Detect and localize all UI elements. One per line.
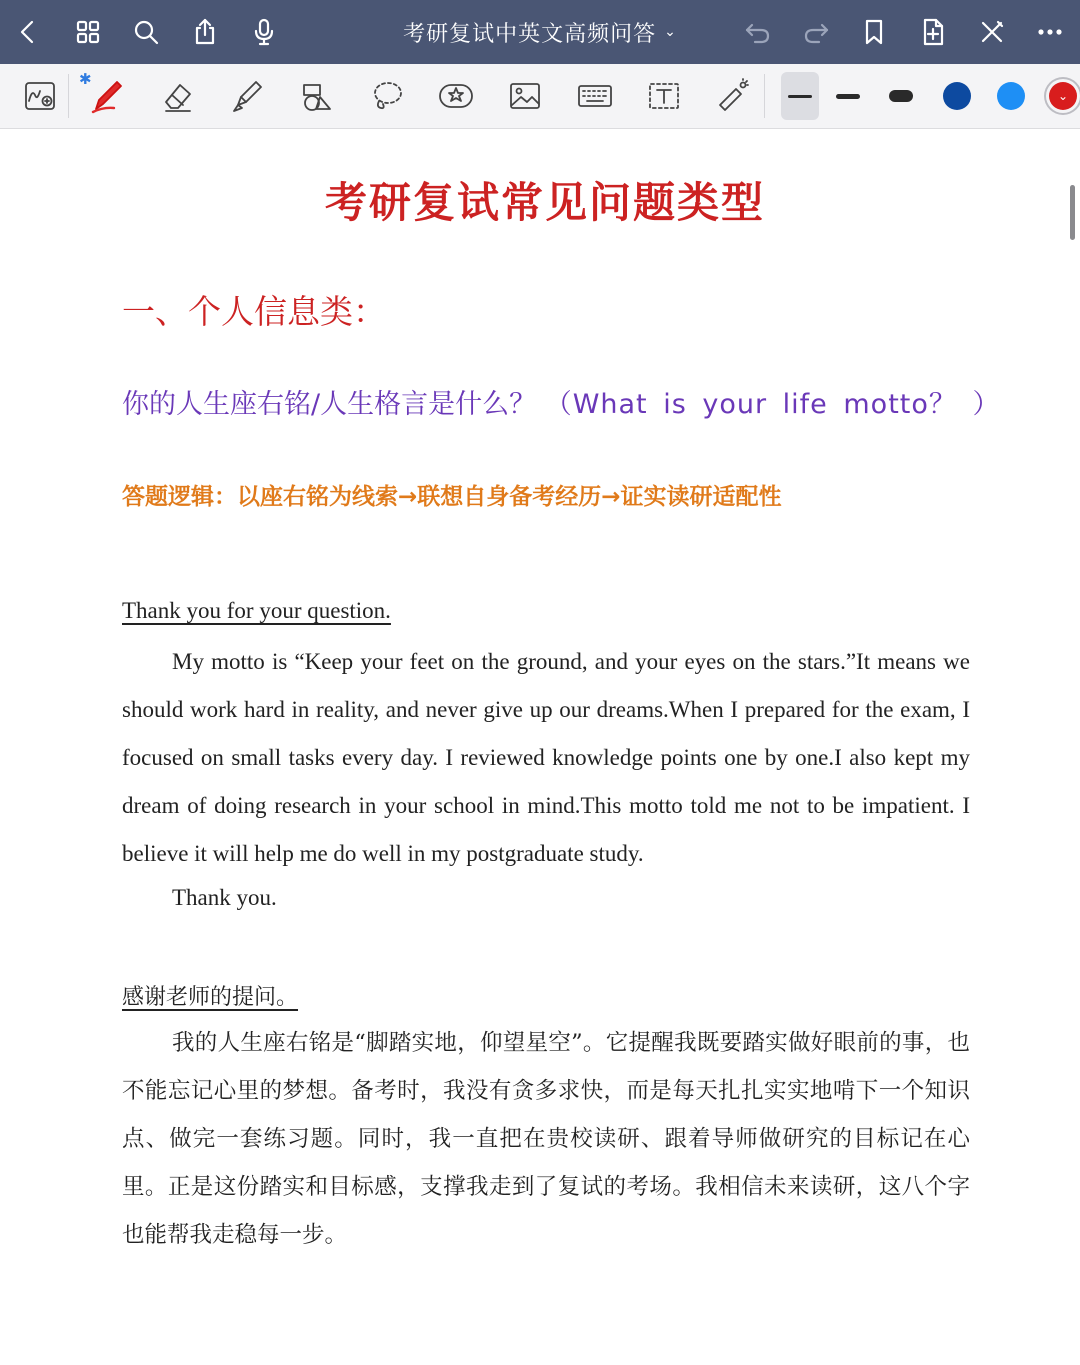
- bluetooth-icon: ✱: [79, 70, 92, 88]
- undo-icon[interactable]: [738, 12, 778, 52]
- shapes-icon[interactable]: [294, 73, 340, 119]
- lasso-icon[interactable]: [364, 73, 410, 119]
- color-swatch-blue[interactable]: [997, 82, 1025, 110]
- bookmark-icon[interactable]: [854, 12, 894, 52]
- page-title: 考研复试常见问题类型: [324, 178, 765, 227]
- english-thanks: Thank you.: [172, 885, 277, 910]
- section-heading: 一、个人信息类：: [122, 292, 386, 331]
- question: [122, 382, 1001, 421]
- thickness-thick[interactable]: [882, 72, 920, 120]
- thickness-thin[interactable]: [781, 72, 819, 120]
- thickness-medium[interactable]: [829, 72, 867, 120]
- chinese-greeting: 感谢老师的提问。: [122, 985, 299, 1010]
- eraser-icon[interactable]: [154, 73, 200, 119]
- share-icon[interactable]: [185, 12, 225, 52]
- pen-icon[interactable]: [84, 73, 130, 119]
- search-icon[interactable]: [126, 12, 166, 52]
- color-swatch-red[interactable]: [1049, 82, 1077, 110]
- close-pen-icon[interactable]: [972, 12, 1012, 52]
- sticker-icon[interactable]: [433, 73, 479, 119]
- english-answer-paragraph: My motto is “Keep your feet on the ground, and your eyes on the stars.”It means we should work hard in reality, and never give up our dreams.When I prepared for the exam, I focused on small tasks every day. I reviewed knowledge points one by one.I also kept my dream of doing research in your school in mind.This motto told me not to be impatient. I believe it will help me do well in my postgraduate study.: [122, 649, 970, 866]
- add-page-icon[interactable]: [913, 12, 953, 52]
- handwriting-zoom-icon[interactable]: [17, 73, 63, 119]
- image-icon[interactable]: [502, 73, 548, 119]
- keyboard-icon[interactable]: [572, 73, 618, 119]
- redo-icon[interactable]: [796, 12, 836, 52]
- document-title: 考研复试中英文高频问答: [403, 21, 657, 47]
- annotation-toolbar: [0, 64, 1080, 129]
- highlighter-icon[interactable]: [224, 73, 270, 119]
- text-icon[interactable]: [641, 73, 687, 119]
- laser-pointer-icon[interactable]: [708, 73, 754, 119]
- back-icon[interactable]: [8, 12, 48, 52]
- answer-logic: 答题逻辑：以座右铭为线索→联想自身备考经历→证实读研适配性: [122, 484, 782, 510]
- microphone-icon[interactable]: [244, 12, 284, 52]
- more-icon[interactable]: [1030, 12, 1070, 52]
- chevron-down-icon: ⌄: [664, 24, 677, 40]
- top-navigation-bar: [0, 0, 1080, 64]
- question-chinese: 你的人生座右铭/人生格言是什么？: [122, 389, 537, 420]
- color-swatch-dark-blue[interactable]: [943, 82, 971, 110]
- grid-icon[interactable]: [68, 12, 108, 52]
- chinese-answer-paragraph: 我的人生座右铭是“脚踏实地，仰望星空”。它提醒我既要踏实做好眼前的事，也不能忘记心里的梦想。备考时，我没有贪多求快，而是每天扎扎实实地啃下一个知识点、做完一套练习题。同时，我一直把在贵校读研、跟着导师做研究的目标记在心里。正是这份踏实和目标感，支撑我走到了复试的考场。我相信未来读研，这八个字也能帮我走稳每一步。: [122, 1030, 970, 1248]
- english-greeting: Thank you for your question.: [122, 598, 391, 623]
- question-english: （What is your life motto？ ）: [544, 389, 1001, 420]
- document-title-button[interactable]: [350, 0, 730, 64]
- selected-check-icon: ⌄: [1057, 89, 1069, 103]
